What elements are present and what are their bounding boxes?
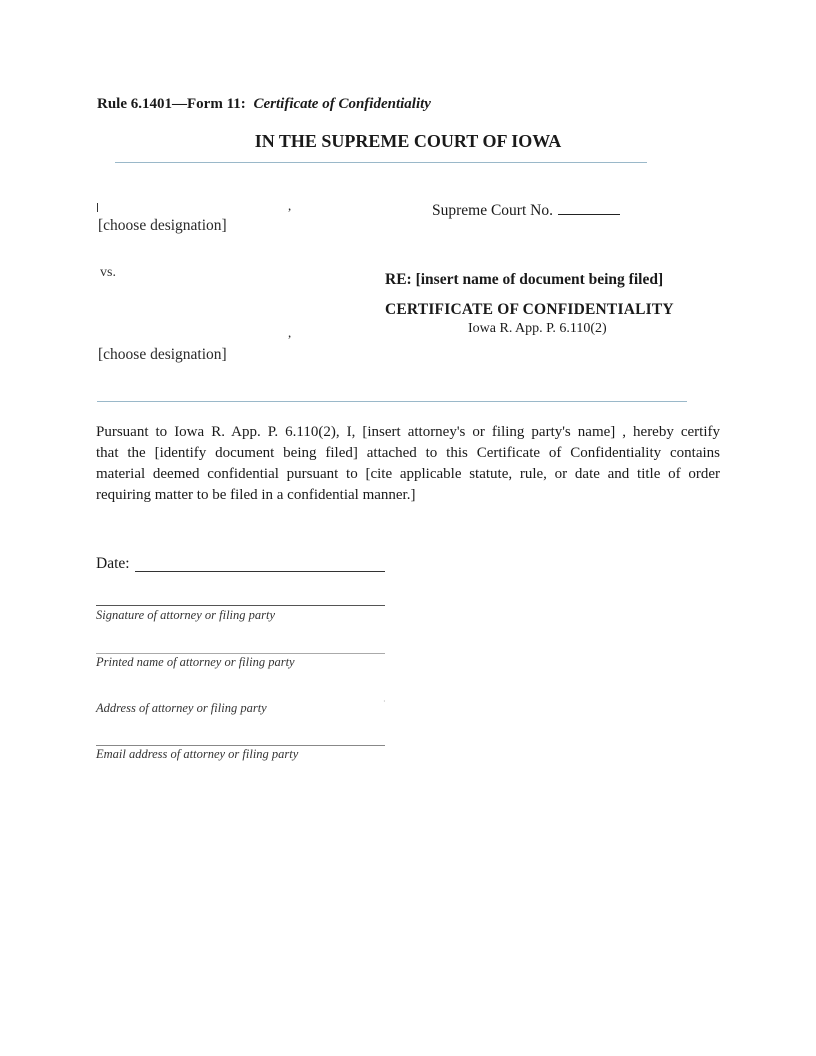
printed-name-field[interactable] [96,653,385,654]
case-number-field[interactable] [558,202,620,215]
body-line-4[interactable]: requiring matter to be filed in a confidential manner.] [96,487,416,503]
party1-comma: , [288,198,292,213]
versus-label: vs. [100,265,116,280]
party2-designation-dropdown[interactable]: [choose designation] [98,346,227,363]
re-document-field[interactable]: RE: [insert name of document being filed] [385,271,664,288]
party1-designation-dropdown[interactable]: [choose designation] [98,217,227,234]
court-name: IN THE SUPREME COURT OF IOWA [254,131,562,151]
party2-comma: , [288,325,292,340]
case-number-label: Supreme Court No. [432,202,553,219]
court-heading [0,131,816,152]
body-line-1[interactable]: Pursuant to Iowa R. App. P. 6.110(2), I, [insert attorney's or filing party's name] , hereby certify [96,424,720,440]
header-divider [115,162,647,163]
form-label [97,96,431,113]
email-field[interactable] [96,745,385,746]
party1-name-field[interactable] [97,203,98,212]
address-field-marker: · [383,697,386,706]
email-caption: Email address of attorney or filing party [96,747,299,761]
certificate-title: CERTIFICATE OF CONFIDENTIALITY [385,301,674,318]
form-number: Rule 6.1401—Form 11: [97,96,246,112]
signature-caption: Signature of attorney or filing party [96,608,276,622]
case-number [432,202,620,220]
body-line-2[interactable]: that the [identify document being filed] attached to this Certificate of Confidentiality contains [96,445,720,461]
signature-field[interactable] [96,605,385,606]
form-title: Certificate of Confidentiality [253,96,431,112]
rule-citation: Iowa R. App. P. 6.110(2) [468,321,607,336]
date-label: Date: [96,555,130,572]
address-caption: Address of attorney or filing party [96,701,267,715]
printed-name-caption: Printed name of attorney or filing party [96,655,295,669]
body-line-3[interactable]: material deemed confidential pursuant to [cite applicable statute, rule, or date and title of order [96,466,720,482]
date-field[interactable] [135,571,385,572]
caption-divider [97,401,687,402]
certification-paragraph [96,422,720,506]
